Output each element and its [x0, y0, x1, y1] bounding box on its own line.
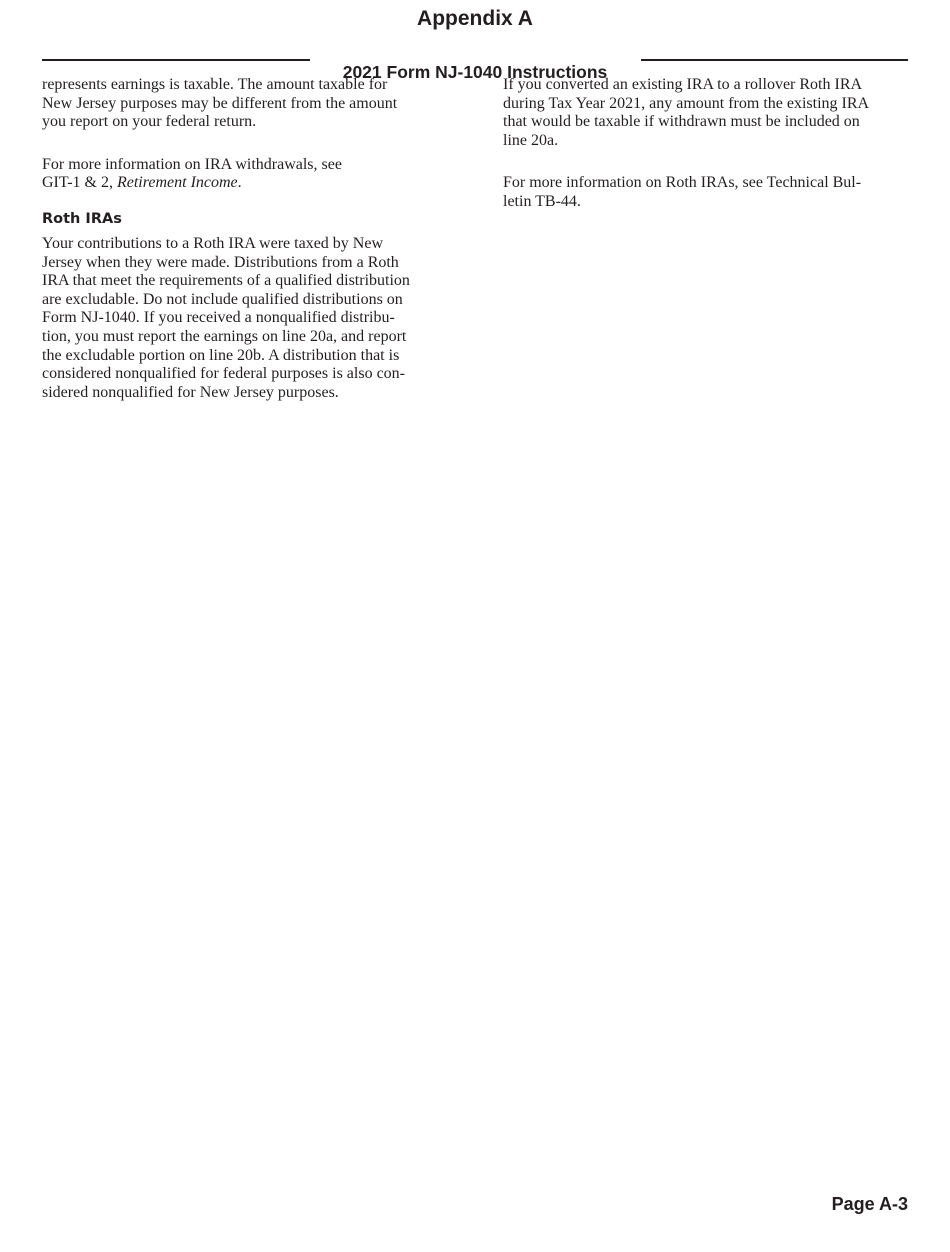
text: GIT-1 & 2, — [42, 174, 117, 192]
paragraph — [42, 156, 462, 193]
text-line: New Jersey purposes may be different from the amount — [42, 94, 398, 112]
text-line: sidered nonqualified for New Jersey purposes. — [42, 383, 339, 401]
text-line: represents earnings is taxable. The amount taxable for — [42, 76, 388, 93]
text-line: Jersey when they were made. Distributions from a Roth — [42, 253, 399, 271]
text-line: tion, you must report the earnings on line 20a, and report — [42, 327, 407, 345]
text-line: that would be taxable if withdrawn must be included on — [503, 113, 860, 131]
page-number: Page A-3 — [831, 1194, 908, 1214]
text-line: are excludable. Do not include qualified distributions on — [42, 290, 403, 308]
text-line: considered nonqualified for federal purposes is also con- — [42, 365, 405, 383]
publication-title: Retirement Income — [116, 174, 238, 192]
paragraph — [503, 174, 913, 211]
text-line — [42, 174, 462, 193]
text-line: Form NJ-1040. If you received a nonqualified distribu- — [42, 309, 395, 327]
text-line: line 20a. — [503, 131, 559, 149]
paragraph — [42, 235, 462, 402]
text: . — [237, 174, 242, 192]
section-heading: Roth IRAs — [42, 210, 122, 227]
text-line: For more information on Roth IRAs, see Technical Bul- — [503, 174, 862, 192]
header-rule-left — [42, 59, 310, 61]
text-line: If you converted an existing IRA to a rollover Roth IRA — [503, 76, 863, 93]
right-column — [503, 76, 913, 236]
page-subtitle: 2021 Form NJ-1040 Instructions — [342, 62, 608, 82]
left-column — [42, 76, 462, 426]
paragraph — [503, 76, 913, 150]
page-title: Appendix A — [417, 7, 533, 30]
text-line: Your contributions to a Roth IRA were taxed by New — [42, 234, 383, 252]
text-line: you report on your federal return. — [42, 113, 257, 131]
text-line: IRA that meet the requirements of a qualified distribution — [42, 272, 410, 290]
header-rule-right — [641, 59, 908, 61]
text-line: during Tax Year 2021, any amount from the existing IRA — [503, 94, 870, 112]
text-line: the excludable portion on line 20b. A distribution that is — [42, 346, 400, 364]
paragraph — [42, 76, 462, 132]
text-line: letin TB-44. — [503, 192, 581, 210]
text-line: For more information on IRA withdrawals, see — [42, 155, 342, 173]
